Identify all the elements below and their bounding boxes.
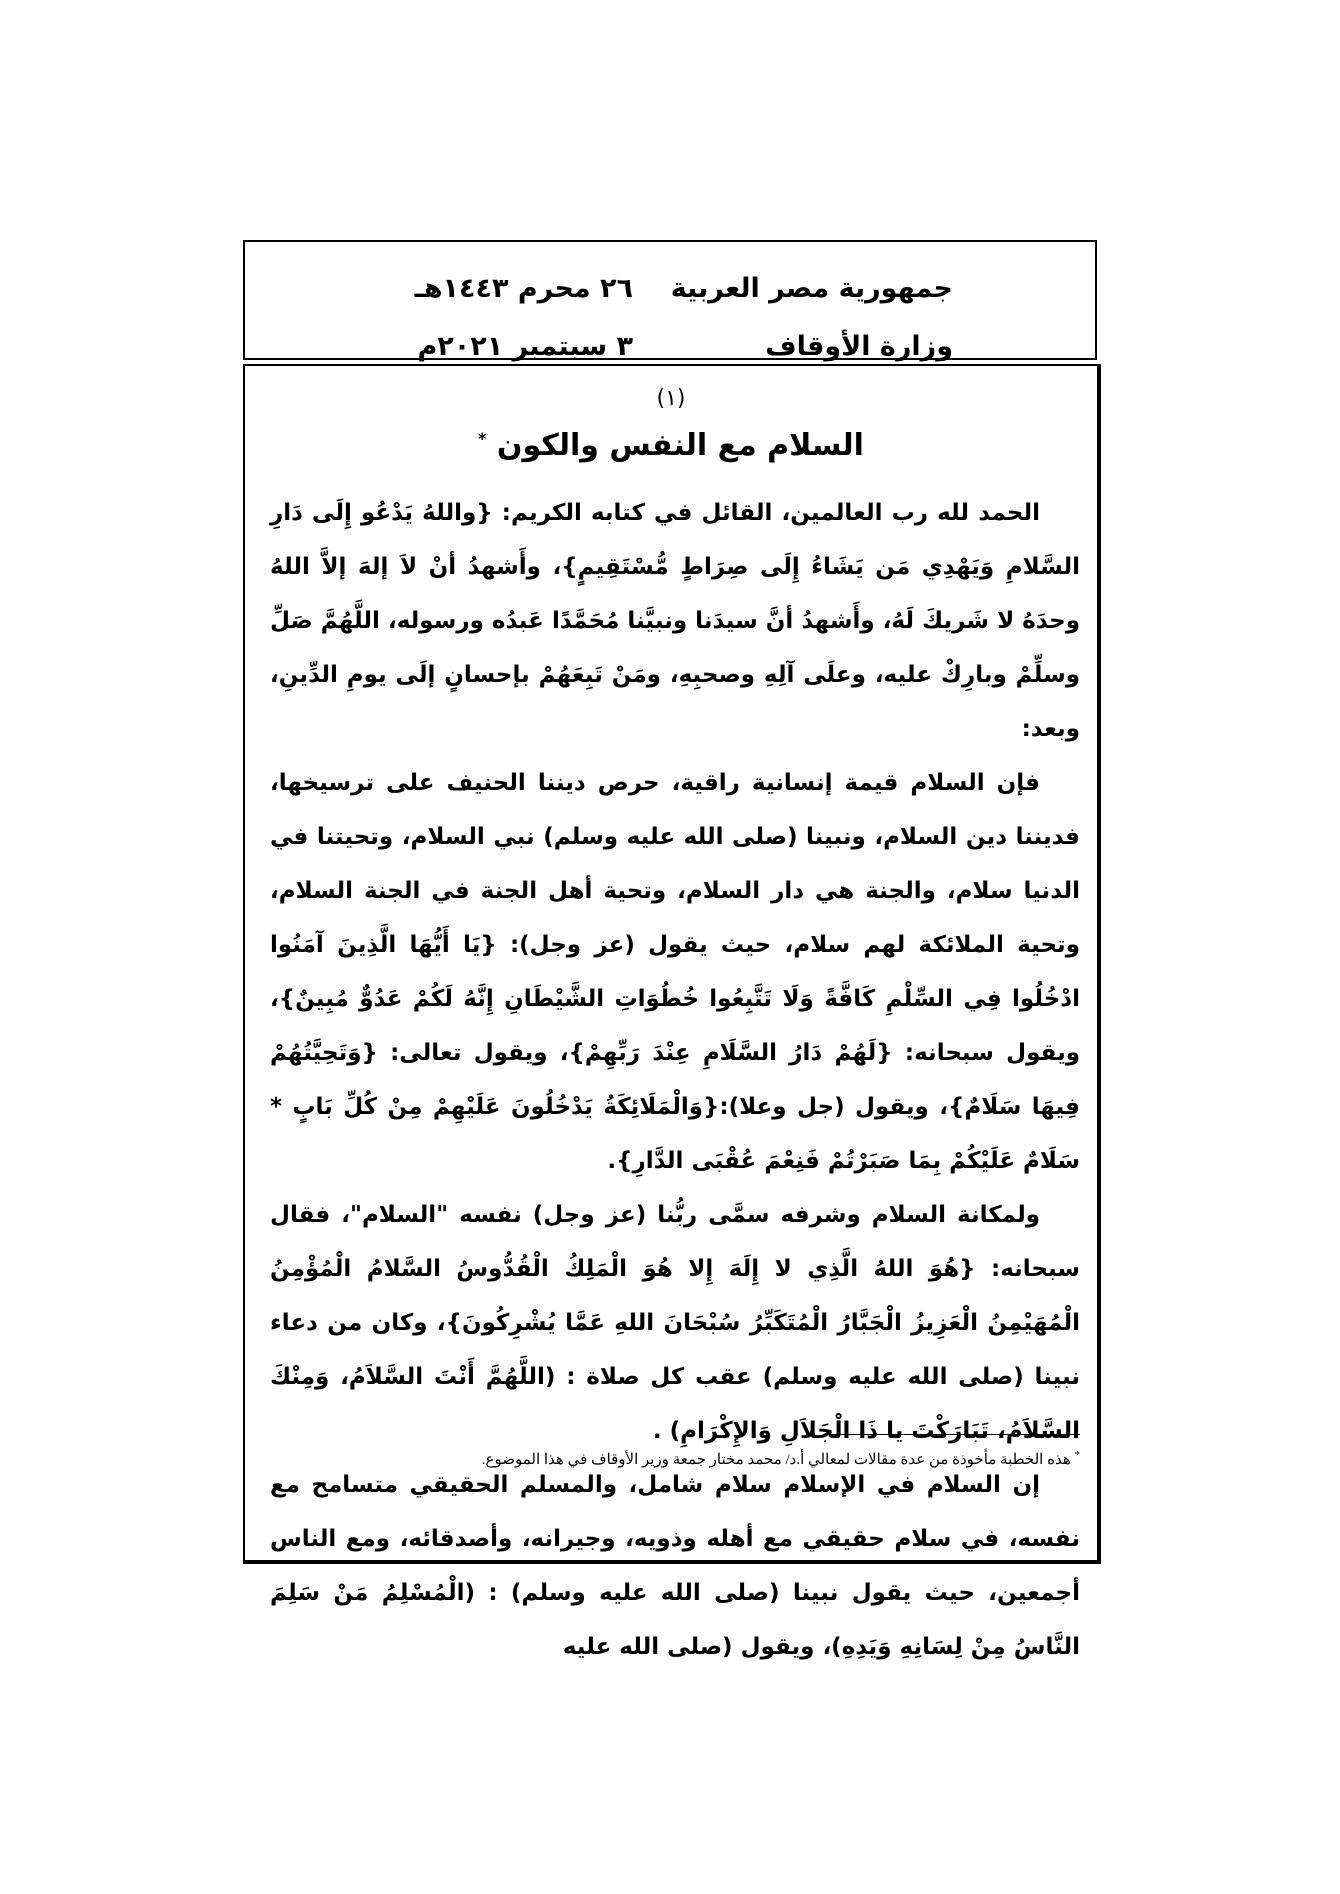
article-title-line <box>245 428 1097 463</box>
document-page <box>243 240 1101 1660</box>
article-title: السلام مع النفس والكون <box>496 428 864 463</box>
footnote-text: هذه الخطبة مأخوذة من عدة مقالات لمعالي أ.د/ محمد مختار جمعة وزير الأوقاف في هذا الموضوع. <box>481 1452 1071 1468</box>
title-footnote-marker: * <box>478 429 487 448</box>
footnote <box>270 1444 1080 1471</box>
footnote-divider <box>830 1434 1080 1435</box>
ministry-name: وزارة الأوقاف <box>765 331 953 362</box>
date-block <box>415 260 633 376</box>
article-text <box>270 486 1080 1674</box>
footnote-marker: * <box>1074 1449 1080 1461</box>
article-body <box>243 364 1101 1660</box>
paragraph-1: الحمد لله رب العالمين، القائل في كتابه الكريم: {واللهُ يَدْعُو إِلَى دَارِ السَّلامِ وَيَهْدِي مَن يَشَاءُ إِلَى صِرَاطٍ مُّسْتَقِيمٍ}، وأَشهدُ أنْ لاَ إلهَ إلاَّ اللهُ وحدَهُ لا شَريكَ لَهُ، وأَشهدُ أنَّ سيدَنا ونبيَّنا مُحَمَّدًا عَبدُه ورسوله، اللَّهُمَّ صَلِّ وسلِّمْ وبارِكْ عليه، وعلَى آلِهِ وصحبِهِ، ومَنْ تَبِعَهُمْ بإحسانٍ إلَى يومِ الدِّينِ، وبعد: <box>270 500 1080 742</box>
hijri-date: ٢٦ محرم ١٤٤٣هـ <box>414 273 633 304</box>
issuer-block <box>671 260 953 376</box>
country-name: جمهورية مصر العربية <box>670 273 953 304</box>
paragraph-3: ولمكانة السلام وشرفه سمَّى ربُّنا (عز وجل) نفسه "السلام"، فقال سبحانه: {هُوَ اللهُ الَّذِي لا إِلَهَ إِلا هُوَ الْمَلِكُ الْقُدُّوسُ السَّلامُ الْمُؤْمِنُ الْمُهَيْمِنُ الْعَزِيزُ الْجَبَّارُ الْمُتَكَبِّرُ سُبْحَانَ اللهِ عَمَّا يُشْرِكُونَ}، وكان من دعاء نبينا (صلى الله عليه وسلم) عقب كل صلاة : (اللَّهُمَّ أَنْتَ السَّلاَمُ، وَمِنْكَ السَّلاَمُ، تَبَارَكْتَ يا ذَا الْجَلاَلِ وَالإِكْرَامِ) . <box>270 1202 1080 1444</box>
paragraph-4: إن السلام في الإسلام سلام شامل، والمسلم الحقيقي متسامح مع نفسه، في سلام حقيقي مع أهله وذويه، وجيرانه، وأصدقائه، ومع الناس أجمعين، حيث يقول نبينا (صلى الله عليه وسلم) : (الْمُسْلِمُ مَنْ سَلِمَ النَّاسُ مِنْ لِسَانِهِ وَيَدِهِ)، ويقول (صلى الله عليه <box>270 1472 1080 1660</box>
gregorian-date: ٣ سبتمبر ٢٠٢١م <box>417 331 633 362</box>
article-number: (١) <box>656 386 686 411</box>
document-header <box>243 240 1097 360</box>
paragraph-2: فإن السلام قيمة إنسانية راقية، حرص ديننا الحنيف على ترسيخها، فديننا دين السلام، ونبينا (صلى الله عليه وسلم) نبي السلام، وتحيتنا في الدنيا سلام، والجنة هي دار السلام، وتحية أهل الجنة في الجنة السلام، وتحية الملائكة لهم سلام، حيث يقول (عز وجل): {يَا أَيُّهَا الَّذِينَ آمَنُوا ادْخُلُوا فِي السِّلْمِ كَافَّةً وَلَا تَتَّبِعُوا خُطُوَاتِ الشَّيْطَانِ إِنَّهُ لَكُمْ عَدُوٌّ مُبِينٌ}، ويقول سبحانه: {لَهُمْ دَارُ السَّلَامِ عِنْدَ رَبِّهِمْ}، ويقول تعالى: {وَتَحِيَّتُهُمْ فِيهَا سَلَامٌ}، ويقول (جل وعلا):{وَالْمَلَائِكَةُ يَدْخُلُونَ عَلَيْهِمْ مِنْ كُلِّ بَابٍ * سَلَامٌ عَلَيْكُمْ بِمَا صَبَرْتُمْ فَنِعْمَ عُقْبَى الدَّارِ}. <box>270 770 1080 1174</box>
